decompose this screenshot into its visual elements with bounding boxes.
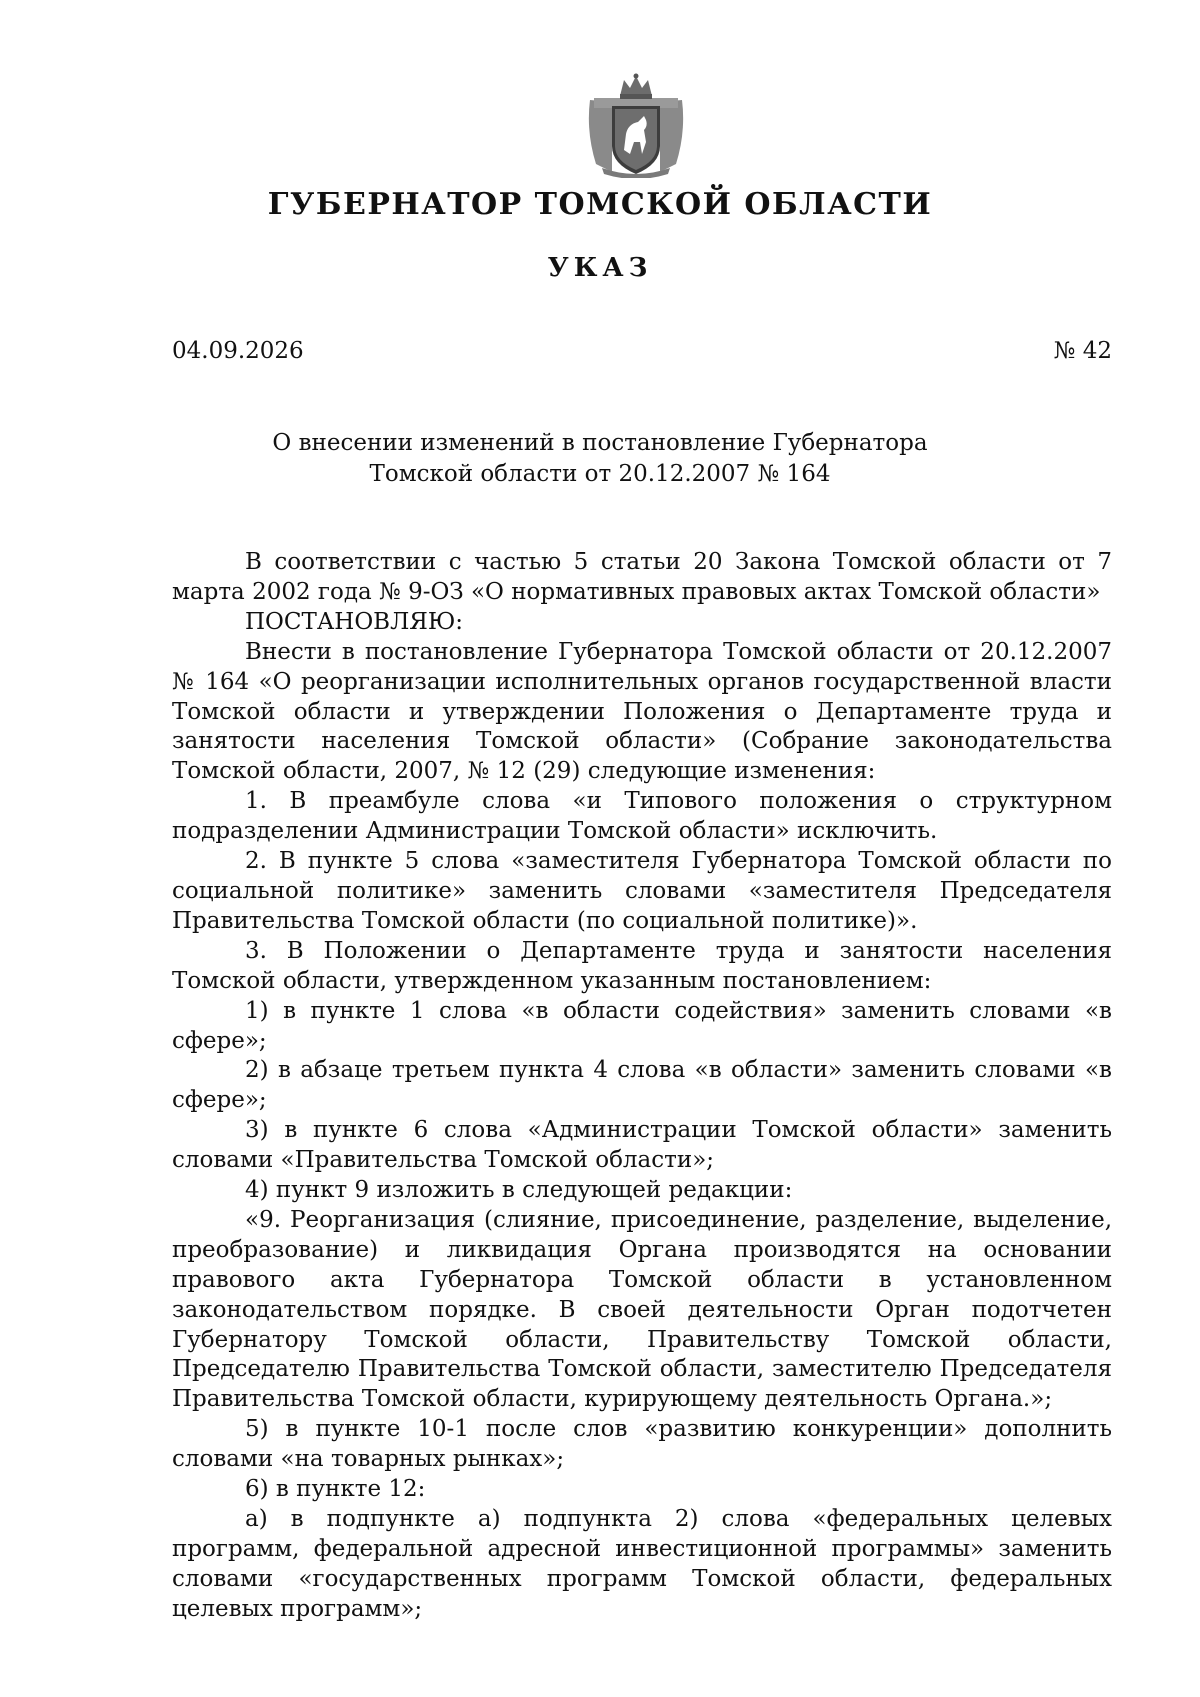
document-number: № 42 xyxy=(1053,338,1112,364)
subitem-paragraph: 2) в абзаце третьем пункта 4 слова «в области» заменить словами «в сфере»; xyxy=(172,1057,1112,1114)
subitem-paragraph: 6) в пункте 12: xyxy=(245,1476,426,1503)
decree-word: ПОСТАНОВЛЯЮ: xyxy=(245,608,464,635)
item-paragraph: 2. В пункте 5 слова «заместителя Губернатора Томской области по социальной политике» заменить словами «заместителя Председателя Правительства Томской области (по социальной политике)». xyxy=(172,848,1112,934)
subitem-paragraph: 4) пункт 9 изложить в следующей редакции: xyxy=(245,1177,793,1204)
document-subject xyxy=(0,428,1200,490)
item-paragraph: 1. В преамбуле слова «и Типового положения о структурном подразделении Администрации Томской области» исключить. xyxy=(172,788,1112,845)
subitem-paragraph: 1) в пункте 1 слова «в области содействия» заменить словами «в сфере»; xyxy=(172,997,1112,1054)
subject-line: Томской области от 20.12.2007 № 164 xyxy=(369,461,831,487)
subitem-paragraph: а) в подпункте а) подпункта 2) слова «федеральных целевых программ, федеральной адресной инвестиционной программы» заменить словами «государственных программ Томской области, федеральных целевых программ»; xyxy=(172,1506,1112,1622)
subitem-paragraph: 3) в пункте 6 слова «Администрации Томской области» заменить словами «Правительства Томской области»; xyxy=(172,1117,1112,1174)
item-paragraph: 3. В Положении о Департаменте труда и занятости населения Томской области, утвержденном указанным постановлением: xyxy=(172,937,1112,994)
coat-of-arms-icon xyxy=(582,72,690,178)
document-date: 04.09.2026 xyxy=(172,338,304,364)
issuing-authority: ГУБЕРНАТОР ТОМСКОЙ ОБЛАСТИ xyxy=(267,187,933,222)
document-body xyxy=(172,548,1112,1625)
document-type: УКАЗ xyxy=(547,253,653,283)
preamble-paragraph: В соответствии с частью 5 статьи 20 Закона Томской области от 7 марта 2002 года № 9-ОЗ «О нормативных правовых актах Томской области» xyxy=(172,549,1112,605)
quoted-paragraph: «9. Реорганизация (слияние, присоединение, разделение, выделение, преобразование) и ликвидация Органа производятся на основании правового акта Губернатора Томской области в установленном законодательством порядке. В своей деятельности Орган подотчетен Губернатору Томской области, Правительству Томской области, Председателю Правительства Томской области, заместителю Председателя Правительства Томской области, курирующему деятельность Органа.»; xyxy=(172,1206,1112,1413)
subject-line: О внесении изменений в постановление Губернатора xyxy=(272,430,928,456)
subitem-paragraph: 5) в пункте 10-1 после слов «развитию конкуренции» дополнить словами «на товарных рынках»; xyxy=(172,1416,1112,1473)
intro-paragraph: Внести в постановление Губернатора Томской области от 20.12.2007 № 164 «О реорганизации исполнительных органов государственной власти Томской области и утверждении Положения о Департаменте труда и занятости населения Томской области» (Собрание законодательства Томской области, 2007, № 12 (29) следующие изменения: xyxy=(172,638,1112,785)
